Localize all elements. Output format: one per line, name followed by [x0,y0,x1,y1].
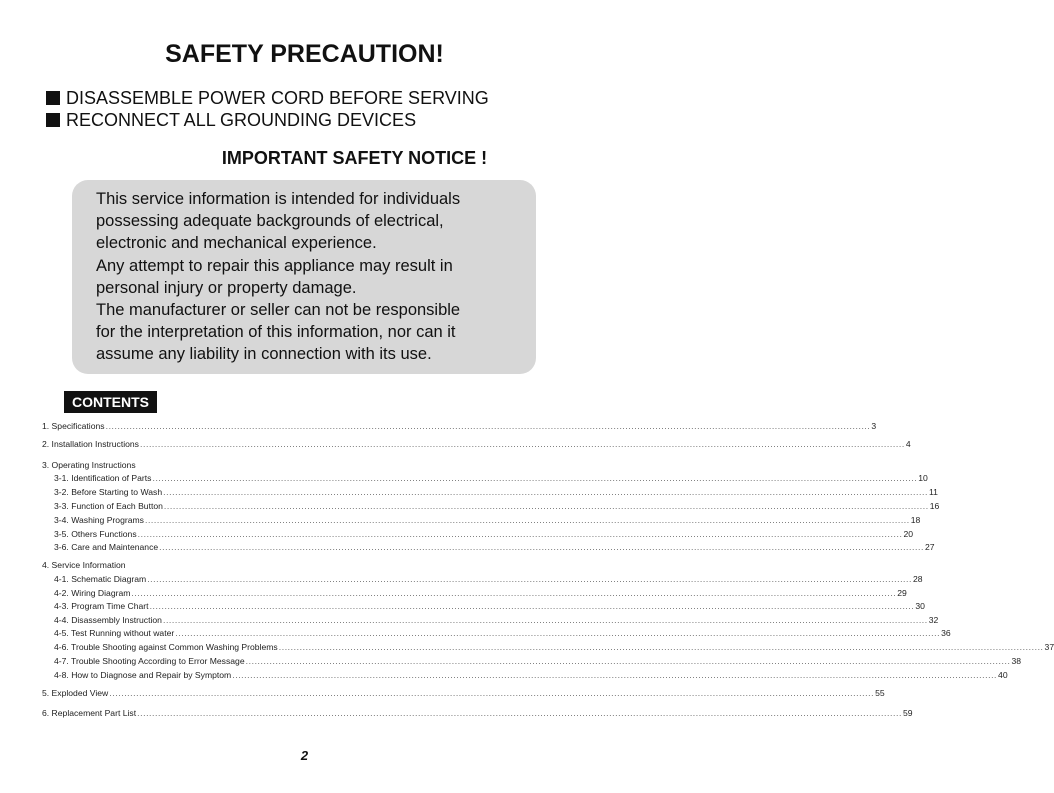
toc-entry[interactable] [54,670,1008,680]
toc-entry-label: 4-6. Trouble Shooting against Common Washing Problems [54,642,278,652]
toc-entry[interactable] [54,628,951,638]
toc-entry-page: 37 [1044,642,1054,652]
dot-leader: ................................................................................................................................................................................................................................................................ [163,501,929,511]
dot-leader: ................................................................................................................................................................................................................................................................ [131,588,897,598]
toc-entry-label: 2. Installation Instructions [42,439,139,449]
notice-line: This service information is intended for individuals [96,190,461,208]
toc-entry-page: 40 [998,670,1008,680]
toc-entry[interactable] [54,615,939,625]
dot-leader: ................................................................................................................................................................................................................................................................ [152,473,918,483]
square-bullet-icon [46,113,60,127]
notice-heading-text: IMPORTANT SAFETY NOTICE ! [221,148,488,168]
dot-leader: ................................................................................................................................................................................................................................................................ [162,615,928,625]
warning-text: RECONNECT ALL GROUNDING DEVICES [66,110,417,130]
toc-entry[interactable] [54,656,1021,666]
toc-section-heading: 4. Service Information [42,560,126,570]
dot-leader: ................................................................................................................................................................................................................................................................ [139,439,905,449]
toc-section-heading: 3. Operating Instructions [42,460,136,470]
notice-heading [0,148,609,169]
toc-entry-page: 20 [903,529,914,539]
toc-entry-label: 3-1. Identification of Parts [54,473,152,483]
toc-entry-label: 4-7. Trouble Shooting According to Error Message [54,656,245,666]
dot-leader: ................................................................................................................................................................................................................................................................ [149,601,915,611]
toc-entry[interactable] [54,529,914,539]
dot-leader: ................................................................................................................................................................................................................................................................ [137,708,902,718]
dot-leader: ................................................................................................................................................................................................................................................................ [137,529,903,539]
toc-entry-label: 3-4. Washing Programs [54,515,144,525]
toc-entry-page: 10 [918,473,928,483]
dot-leader: ................................................................................................................................................................................................................................................................ [144,515,910,525]
page-number: 2 [300,748,309,763]
toc-entry-page: 32 [928,615,939,625]
toc-entry-page: 38 [1011,656,1021,666]
toc-entry-label: 4-5. Test Running without water [54,628,175,638]
toc-entry-label: 6. Replacement Part List [42,708,137,718]
toc-entry-label: 3-2. Before Starting to Wash [54,487,163,497]
toc-entry-page: 3 [871,421,877,431]
toc-entry[interactable] [54,542,935,552]
toc-entry[interactable] [54,487,938,497]
toc-entry-label: 3-3. Function of Each Button [54,501,163,511]
toc-entry-page: 30 [915,601,925,611]
toc-entry[interactable] [54,642,1054,652]
toc-entry-page: 4 [905,439,911,449]
toc-entry-label: 4-2. Wiring Diagram [54,588,131,598]
notice-line: electronic and mechanical experience. [96,234,377,252]
toc-entry-label: 5. Exploded View [42,688,109,698]
dot-leader: ................................................................................................................................................................................................................................................................ [163,487,928,497]
toc-entry-page: 18 [910,515,921,525]
toc-entry-page: 29 [897,588,907,598]
toc-entry-label: 3-6. Care and Maintenance [54,542,159,552]
toc-entry-page: 16 [929,501,940,511]
notice-line: The manufacturer or seller can not be responsible [96,301,461,319]
toc-entry-label: 4-1. Schematic Diagram [54,574,147,584]
notice-line: assume any liability in connection with its use. [96,345,432,363]
toc-entry[interactable] [42,708,913,718]
toc-entry-label: 1. Specifications [42,421,105,431]
warning-text: DISASSEMBLE POWER CORD BEFORE SERVING [66,88,489,108]
toc-entry-page: 36 [941,628,951,638]
notice-box [72,180,536,374]
toc-entry[interactable] [42,421,877,431]
warning-line [46,110,416,131]
dot-leader: ................................................................................................................................................................................................................................................................ [109,688,875,698]
toc-entry[interactable] [42,688,885,698]
warning-line [46,88,489,109]
dot-leader: ................................................................................................................................................................................................................................................................ [147,574,913,584]
toc-entry-page: 27 [924,542,935,552]
toc-entry-page: 55 [875,688,885,698]
dot-leader: ................................................................................................................................................................................................................................................................ [105,421,871,431]
square-bullet-icon [46,91,60,105]
toc-entry-label: 4-8. How to Diagnose and Repair by Symptom [54,670,232,680]
toc-entry-page: 28 [913,574,923,584]
toc-entry[interactable] [54,588,907,598]
notice-line: personal injury or property damage. [96,279,357,297]
toc-entry[interactable] [54,574,923,584]
toc-entry[interactable] [42,439,911,449]
toc-entry[interactable] [54,601,925,611]
notice-line: possessing adequate backgrounds of electrical, [96,212,444,230]
dot-leader: ................................................................................................................................................................................................................................................................ [175,628,941,638]
toc-entry-label: 4-4. Disassembly Instruction [54,615,162,625]
toc-entry-page: 11 [928,487,938,497]
toc-entry-label: 3-5. Others Functions [54,529,137,539]
contents-label: CONTENTS [64,391,157,413]
toc-entry[interactable] [54,473,928,483]
notice-line: for the interpretation of this information, nor can it [96,323,456,341]
toc-entry[interactable] [54,515,921,525]
toc-entry-label: 4-3. Program Time Chart [54,601,149,611]
dot-leader: ................................................................................................................................................................................................................................................................ [232,670,998,680]
page-title: SAFETY PRECAUTION! [165,40,444,68]
toc-entry[interactable] [54,501,940,511]
notice-line: Any attempt to repair this appliance may result in [96,257,453,275]
dot-leader: ................................................................................................................................................................................................................................................................ [245,656,1011,666]
dot-leader: ................................................................................................................................................................................................................................................................ [159,542,924,552]
toc-entry-page: 59 [902,708,913,718]
dot-leader: ................................................................................................................................................................................................................................................................ [278,642,1044,652]
